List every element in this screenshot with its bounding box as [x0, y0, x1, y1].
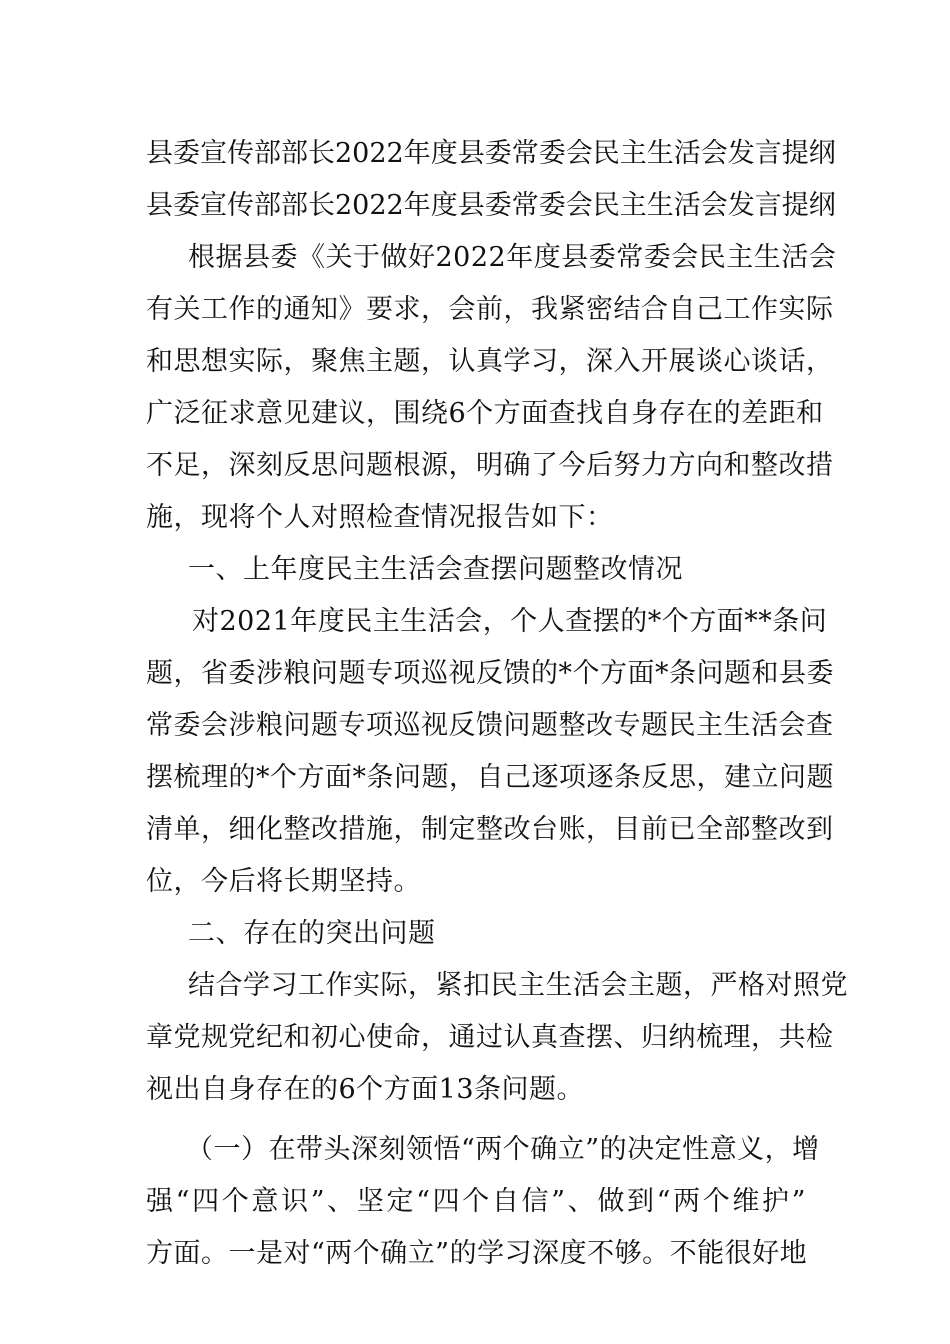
- intro-line: 不足，深刻反思问题根源，明确了今后努力方向和整改措: [146, 450, 834, 481]
- section-2-line: 章党规党纪和初心使命，通过认真查摆、归纳梳理，共检: [146, 1022, 834, 1053]
- intro-line: 施，现将个人对照检查情况报告如下：: [146, 502, 614, 533]
- section-1-line: 常委会涉粮问题专项巡视反馈问题整改专题民主生活会查: [146, 710, 834, 741]
- document-title-line-1: 县委宣传部部长2022年度县委常委会民主生活会发言提纲: [146, 138, 836, 169]
- section-1-line: 对2021年度民主生活会，个人查摆的*个方面**条问: [192, 606, 828, 637]
- section-2-line: 视出自身存在的6个方面13条问题。: [146, 1074, 585, 1105]
- section-1-line: 摆梳理的*个方面*条问题，自己逐项逐条反思，建立问题: [146, 762, 834, 793]
- intro-line: 广泛征求意见建议，围绕6个方面查找自身存在的差距和: [146, 398, 824, 429]
- document-page: [146, 128, 848, 1280]
- subsection-1-line: 方面。一是对“两个确立”的学习深度不够。不能很好地: [146, 1238, 808, 1269]
- section-1-line: 位，今后将长期坚持。: [146, 866, 421, 897]
- section-2-paragraph: [146, 960, 848, 1116]
- subsection-1-line: 强“四个意识”、坚定“四个自信”、做到“两个维护”: [146, 1186, 806, 1217]
- intro-line: 根据县委《关于做好2022年度县委常委会民主生活会: [188, 242, 837, 273]
- section-1-heading: 一、上年度民主生活会查摆问题整改情况: [188, 554, 683, 585]
- subsection-1-paragraph: [146, 1124, 820, 1280]
- section-2-heading: 二、存在的突出问题: [188, 918, 436, 949]
- intro-line: 有关工作的通知》要求，会前，我紧密结合自己工作实际: [146, 294, 834, 325]
- subsection-1-line: （一）在带头深刻领悟“两个确立”的决定性意义，增: [186, 1134, 820, 1165]
- section-1-paragraph: [146, 596, 834, 908]
- section-2-line: 结合学习工作实际，紧扣民主生活会主题，严格对照党: [188, 970, 848, 1001]
- intro-paragraph: [146, 232, 837, 544]
- document-title-line-2: 县委宣传部部长2022年度县委常委会民主生活会发言提纲: [146, 190, 836, 221]
- section-1-line: 清单，细化整改措施，制定整改台账，目前已全部整改到: [146, 814, 834, 845]
- section-1-line: 题，省委涉粮问题专项巡视反馈的*个方面*条问题和县委: [146, 658, 834, 689]
- intro-line: 和思想实际，聚焦主题，认真学习，深入开展谈心谈话，: [146, 346, 834, 377]
